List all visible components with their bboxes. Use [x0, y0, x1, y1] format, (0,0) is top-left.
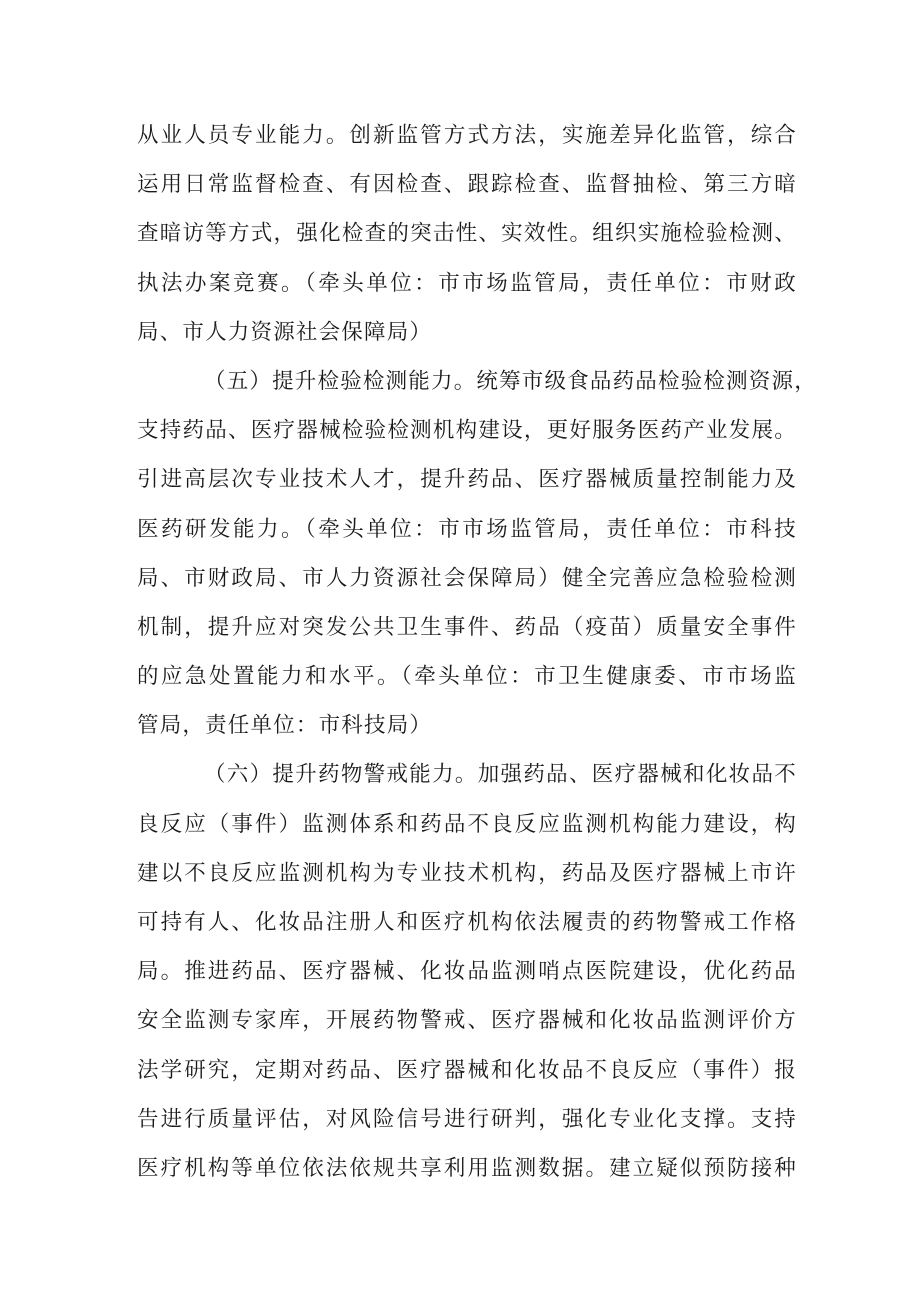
- text-line: 管局，责任单位：市科技局）: [137, 713, 433, 739]
- text-line: （六）提升药物警戒能力。加强药品、医疗器械和化妆品不: [204, 762, 797, 788]
- text-line: 医药研发能力。（牵头单位：市市场监管局，责任单位：市科技: [137, 516, 797, 542]
- text-line: 安全监测专家库，开展药物警戒、医疗器械和化妆品监测评价方: [137, 1008, 797, 1034]
- text-line: 局。推进药品、医疗器械、化妆品监测哨点医院建设，优化药品: [137, 959, 797, 985]
- text-line: 良反应（事件）监测体系和药品不良反应监测机构能力建设，构: [137, 811, 797, 837]
- text-line: 从业人员专业能力。创新监管方式方法，实施差异化监管，综合: [137, 123, 797, 148]
- text-line: 局、市人力资源社会保障局）: [137, 319, 433, 345]
- text-line: 机制，提升应对突发公共卫生事件、药品（疫苗）质量安全事件: [137, 614, 797, 640]
- text-line: 可持有人、化妆品注册人和医疗机构依法履责的药物警戒工作格: [137, 910, 797, 935]
- text-line: 执法办案竞赛。（牵头单位：市市场监管局，责任单位：市财政: [137, 270, 797, 296]
- text-line: 查暗访等方式，强化检查的突击性、实效性。组织实施检验检测、: [137, 221, 797, 247]
- text-line: 建以不良反应监测机构为专业技术机构，药品及医疗器械上市许: [137, 860, 797, 886]
- text-line: 法学研究，定期对药品、医疗器械和化妆品不良反应（事件）报: [137, 1057, 797, 1083]
- text-line: 引进高层次专业技术人才，提升药品、医疗器械质量控制能力及: [137, 467, 797, 493]
- text-line: 局、市财政局、市人力资源社会保障局）健全完善应急检验检测: [137, 565, 797, 591]
- document-body: [137, 111, 817, 1193]
- text-line: 的应急处置能力和水平。（牵头单位：市卫生健康委、市市场监: [137, 664, 797, 690]
- text-line: （五）提升检验检测能力。统筹市级食品药品检验检测资源，: [204, 368, 817, 394]
- text-line: 运用日常监督检查、有因检查、跟踪检查、监督抽检、第三方暗: [137, 172, 797, 198]
- text-line: 医疗机构等单位依法依规共享利用监测数据。建立疑似预防接种: [137, 1155, 797, 1181]
- text-line: 支持药品、医疗器械检验检测机构建设，更好服务医药产业发展。: [137, 418, 797, 444]
- text-line: 告进行质量评估，对风险信号进行研判，强化专业化支撑。支持: [137, 1106, 797, 1132]
